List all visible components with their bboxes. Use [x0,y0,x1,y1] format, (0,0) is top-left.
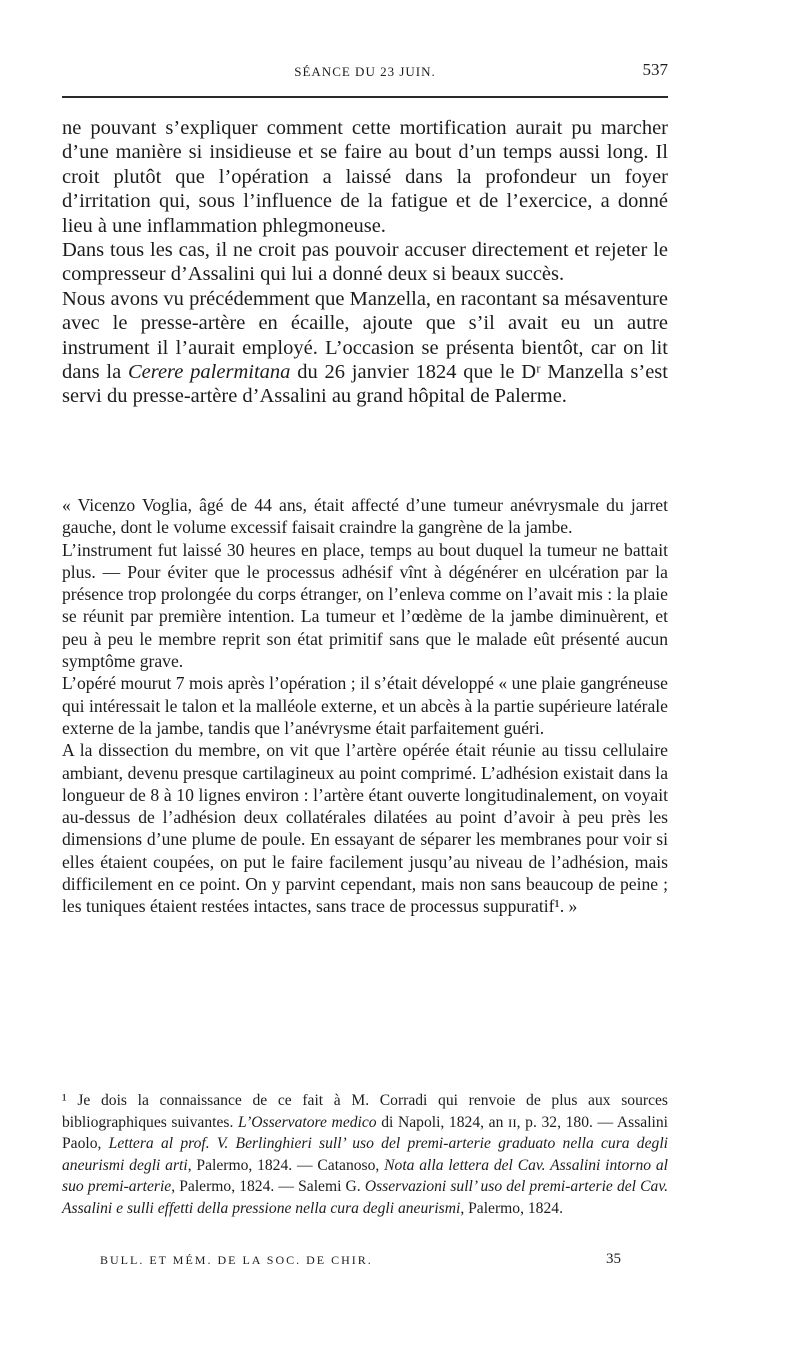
paragraph-3-text-b: du 26 janvier 1824 que le Dʳ Manzella s’est servi du presse-artère d’Assalini au grand hôpital de Palerme. [62,361,668,408]
page-footer [62,1251,668,1271]
running-title: SÉANCE DU 23 JUIN. [294,64,436,79]
footer-signature-number: 35 [606,1251,621,1267]
footnote-italic-4: Osservazioni sull’ uso del premi-arterie del Cav. Assalini e sulli effetti della pressione nella cura degli aneurismi [62,1178,668,1217]
quote-paragraph-3: L’opéré mourut 7 mois après l’opération ; il s’était développé « une plaie gangréneuse qui intéressait le talon et la malléole externe, et un abcès à la partie supérieure latérale externe de la jambe, tandis que l’anévrysme était parfaitement guéri. [62,673,668,738]
quote-paragraph-1: « Vicenzo Voglia, âgé de 44 ans, était affecté d’une tumeur anévrysmale du jarret gauche, dont le volume excessif faisait craindre la gangrène de la jambe. [62,495,668,538]
paragraph-3 [62,287,668,409]
page-header [62,60,668,86]
quote-paragraph-2: L’instrument fut laissé 30 heures en place, temps au bout duquel la tumeur ne battait plus. — Pour éviter que le processus adhésif vînt à dégénérer en ulcération par la présence trop prolongée du corps étranger, on l’enleva comme on l’avait mis : la plaie se réunit par première intention. La tumeur et l’œdème de la jambe diminuèrent, et peu à peu le membre reprit son état primitif sans que le malade eût présenté aucun symptôme grave. [62,539,668,672]
book-page [62,0,668,1359]
main-text [62,116,668,409]
footnote-italic-3: Nota alla lettera del Cav. Assalini intorno al suo premi-arterie [62,1156,668,1195]
footnote-text-4: , Palermo, 1824. — Salemi G. [171,1178,365,1195]
footnote-text-3: , Palermo, 1824. — Catanoso, [187,1156,385,1174]
header-rule [62,96,668,98]
footnote-paragraph [62,1090,668,1219]
footnote-italic-1: L’Osservatore medico [238,1113,377,1131]
paragraph-3-text-a: Nous avons vu précédemment que Manzella, en racontant sa mésaventure avec le presse-artère en écaille, ajoute que s’il avait eu un autre instrument il l’aurait employé. L’occasion se présenta bientôt, car on lit dans la [62,287,668,384]
footnote-text-2: di Napoli, 1824, an ɪɪ, p. 32, 180. — Assalini Paolo, [62,1113,668,1152]
quote-paragraph-4: A la dissection du membre, on vit que l’artère opérée était réunie au tissu cellulaire ambiant, devenu presque cartilagineux au point comprimé. L’adhésion existait dans la longueur de 8 à 10 lignes environ : l’artère étant ouverte longitudinalement, on voyait au-dessus de l’adhésion deux collatérales dilatées au point d’avoir à peu près les dimensions d’une plume de poule. En essayant de séparer les membranes pour voir si elles étaient coupées, on put le faire facilement jusqu’au niveau de l’adhésion, mais difficilement en ce point. On y parvint cependant, mais non sans beaucoup de peine ; les tuniques étaient restées intactes, sans trace de processus suppuratif¹. » [62,740,668,917]
page-number: 537 [642,60,668,79]
paragraph-2: Dans tous les cas, il ne croit pas pouvoir accuser directement et rejeter le compresseur d’Assalini qui lui a donné deux si beaux succès. [62,239,668,286]
quoted-case [62,494,668,918]
footnote-text-5: , Palermo, 1824. [460,1199,563,1217]
footnote-text-1: ¹ Je dois la connaissance de ce fait à M. Corradi qui renvoie de plus aux sources bibliographiques suivantes. [62,1092,668,1131]
paragraph-3-italic: Cerere palermitana [127,361,291,384]
footer-journal: BULL. ET MÉM. DE LA SOC. DE CHIR. [100,1253,373,1267]
footnote-italic-2: Lettera al prof. V. Berlinghieri sull’ uso del premi-arterie graduato nella cura degli aneurismi degli arti [62,1135,668,1174]
footnote [62,1090,668,1219]
paragraph-1: ne pouvant s’expliquer comment cette mortification aurait pu marcher d’une manière si insidieuse et se faire au bout d’un temps aussi long. Il croit plutôt que l’opération a laissé dans la profondeur un foyer d’irritation qui, sous l’influence de la fatigue et de l’exercice, a donné lieu à une inflammation phlegmoneuse. [62,117,668,237]
